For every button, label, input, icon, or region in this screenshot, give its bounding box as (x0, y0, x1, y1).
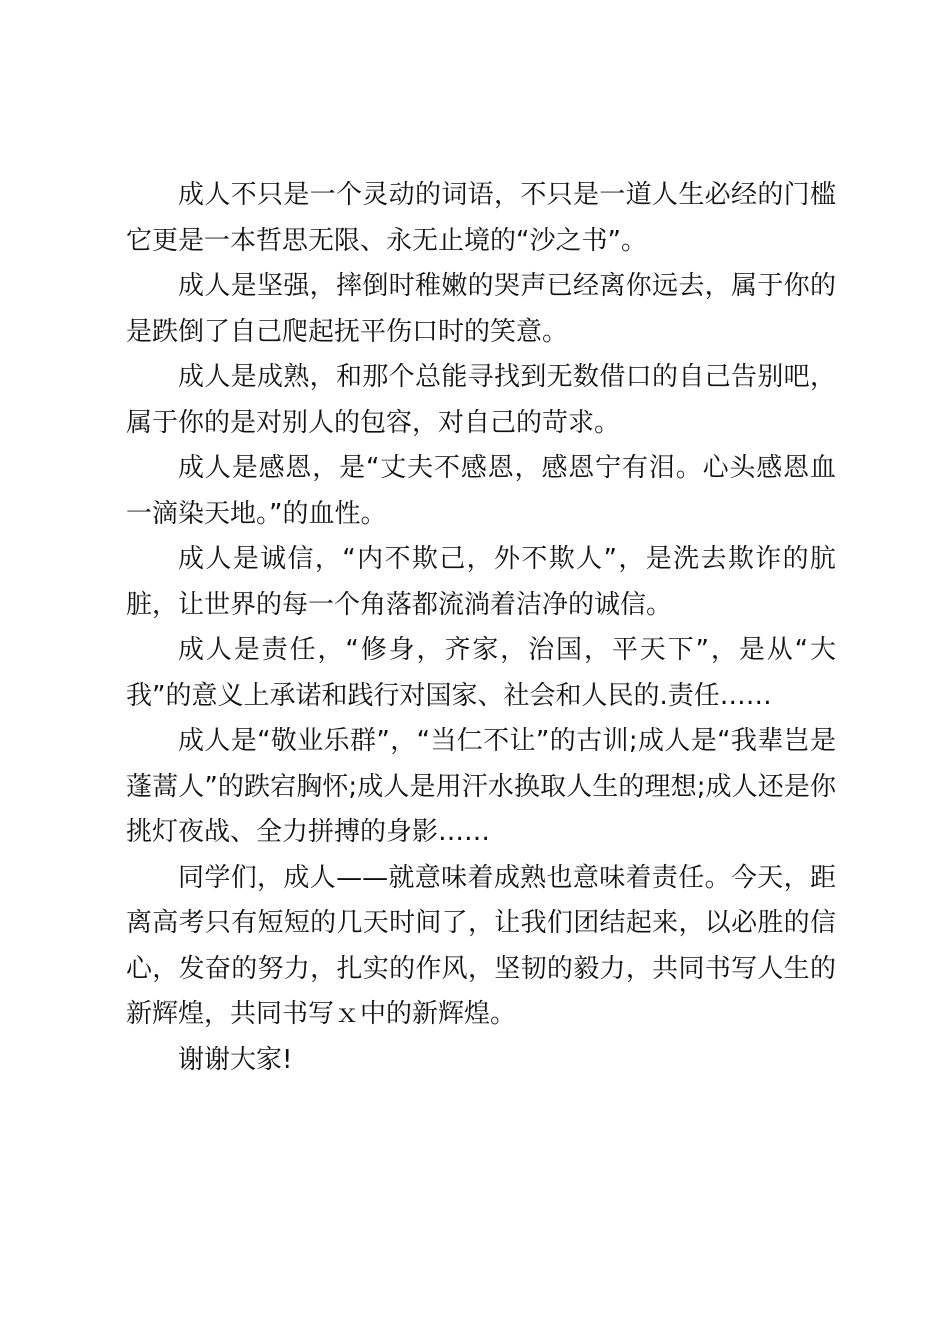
paragraph-thanks: 谢谢大家! (178, 1044, 293, 1075)
paragraph-strength: 成人是坚强，摔倒时稚嫩的哭声已经离你远去，属于你的是跌倒了自己爬起抚平伤口时的笑意。 (126, 271, 836, 347)
speech-body (126, 173, 836, 1083)
paragraph-gratitude: 成人是感恩，是“丈夫不感恩，感恩宁有泪。心头感恩血一滴染天地。”的血性。 (126, 453, 836, 529)
paragraph-responsibility: 成人是责任，“修身，齐家，治国，平天下”，是从“大我”的意义上承诺和践行对国家、社会和人民的.责任…… (126, 635, 836, 711)
paragraph-dedication: 成人是“敬业乐群”，“当仁不让”的古训;成人是“我辈岂是蓬蒿人”的跌宕胸怀;成人是用汗水换取人生的理想;成人还是你挑灯夜战、全力拼搏的身影…… (126, 726, 836, 847)
paragraph-intro: 成人不只是一个灵动的词语，不只是一道人生必经的门槛它更是一本哲思无限、永无止境的“沙之书”。 (126, 180, 836, 256)
paragraph-maturity: 成人是成熟，和那个总能寻找到无数借口的自己告别吧，属于你的是对别人的包容，对自己的苛求。 (126, 362, 836, 438)
paragraph-call-to-action: 同学们，成人——就意味着成熟也意味着责任。今天，距离高考只有短短的几天时间了，让我们团结起来，以必胜的信心，发奋的努力，扎实的作风，坚韧的毅力，共同书写人生的新辉煌，共同书写ｘ中的新辉煌。 (126, 862, 836, 1029)
paragraph-integrity: 成人是诚信，“内不欺己，外不欺人”，是洗去欺诈的肮脏，让世界的每一个角落都流淌着洁净的诚信。 (126, 544, 836, 620)
